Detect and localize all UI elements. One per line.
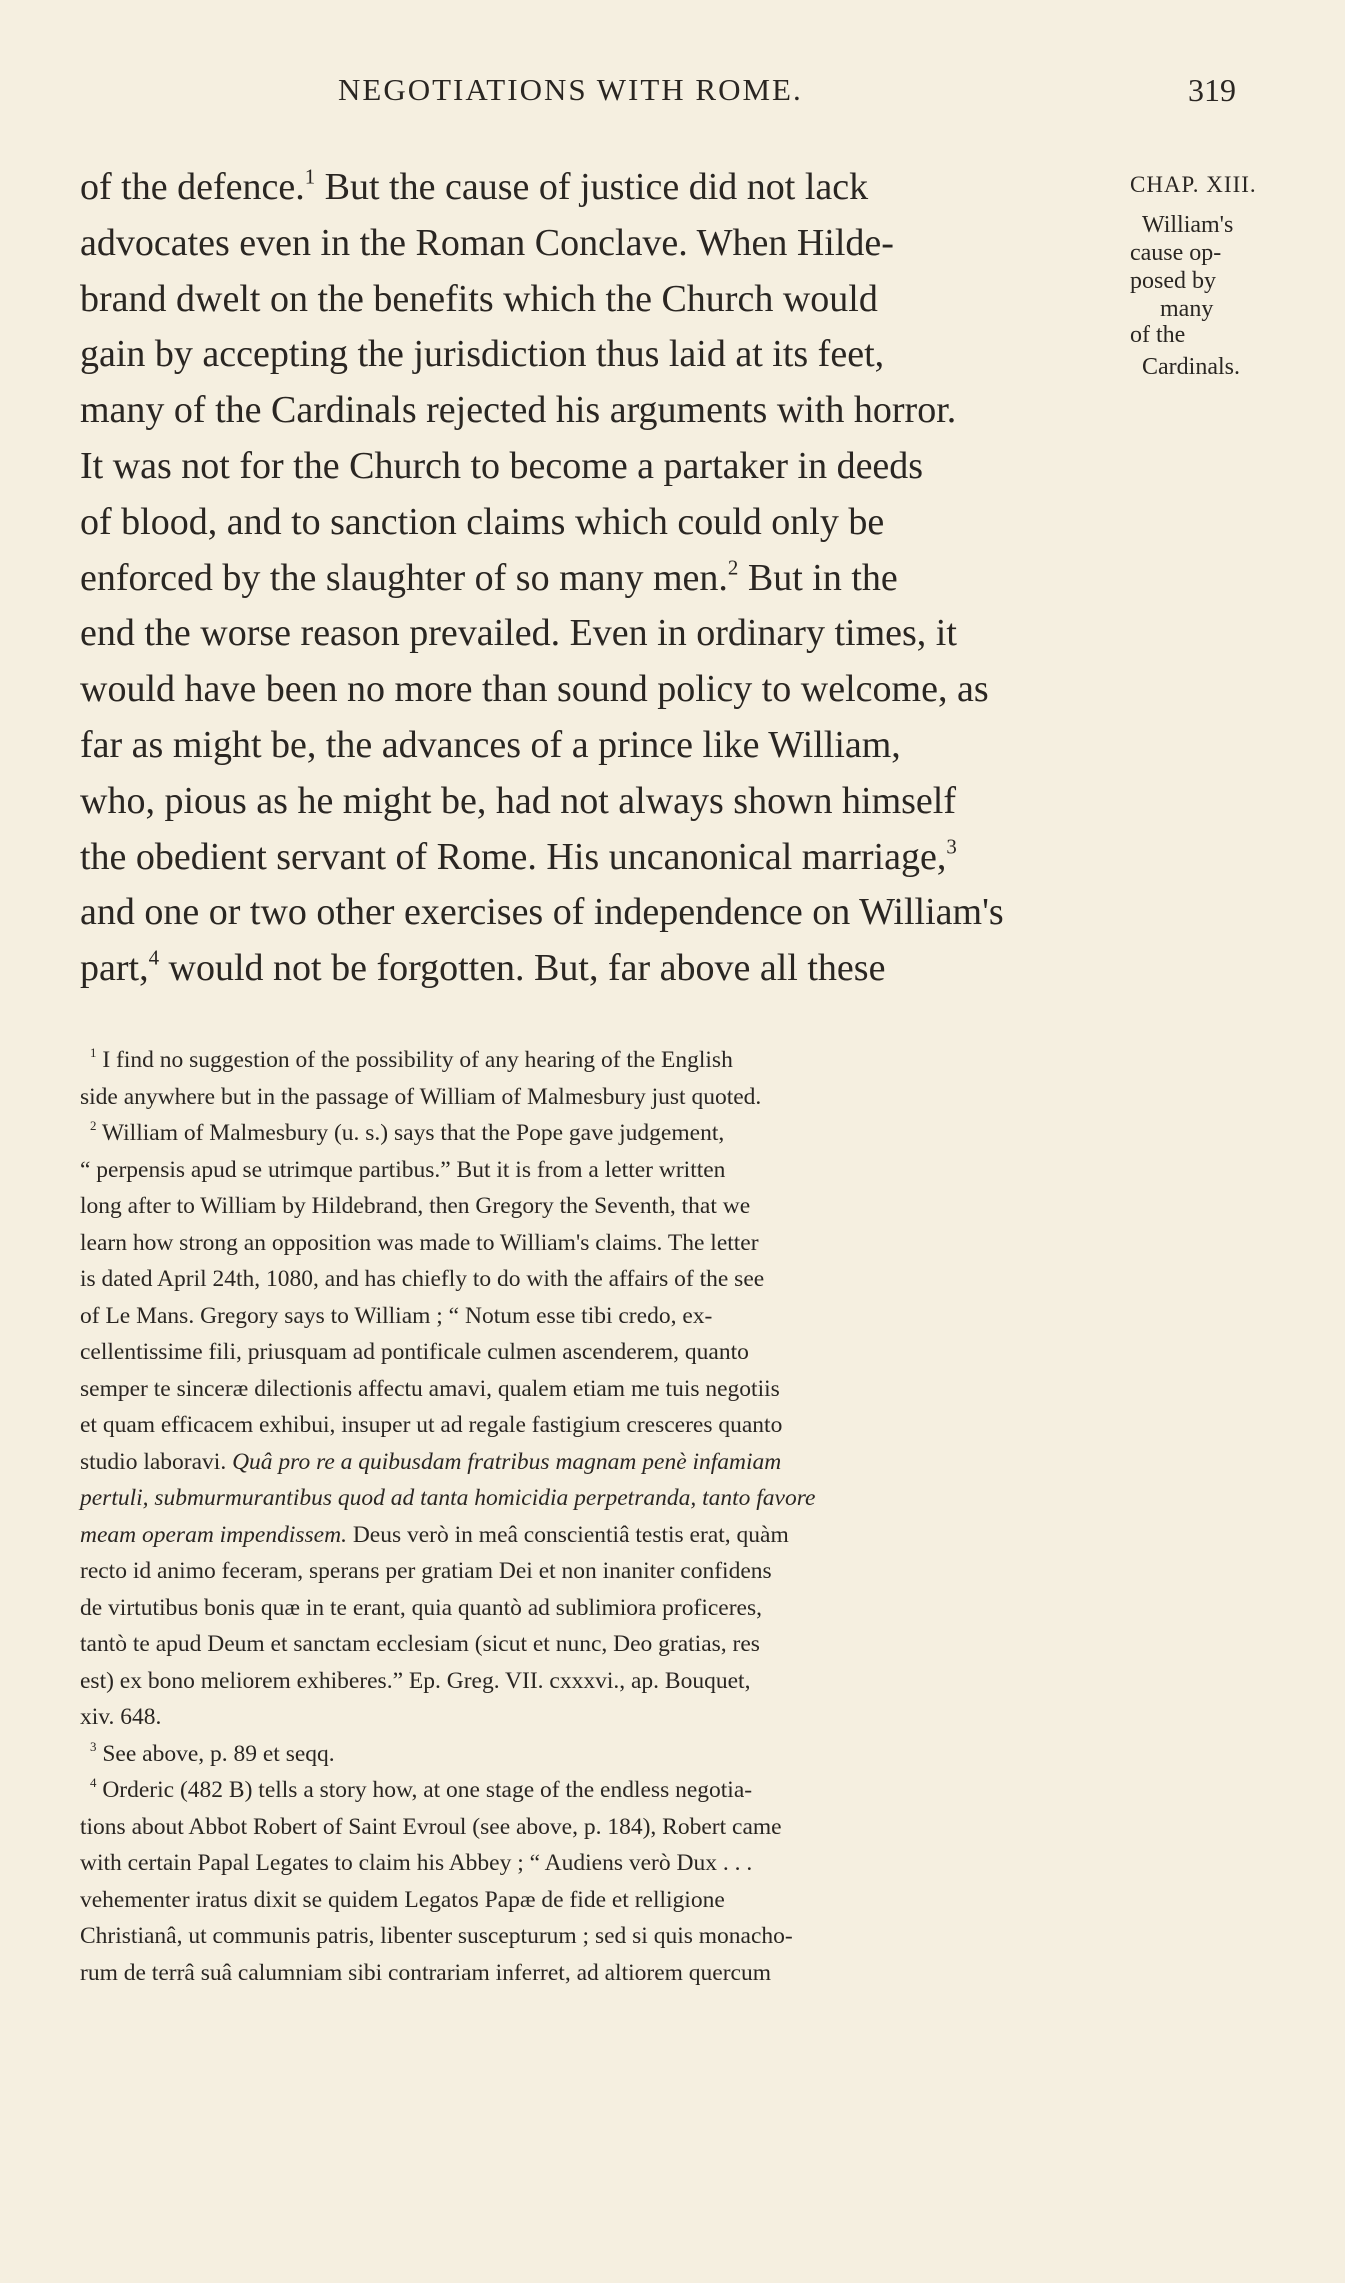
body-line-continuation: would not be forgotten. But, far above all these [159,947,886,990]
footnote-text: See above, p. 89 et seqq. [96,1740,335,1767]
footnote-text: Orderic (482 B) tells a story how, at one stage of the endless negotia- [96,1777,753,1803]
footnote-text: rum de terrâ suâ calumniam sibi contrariam inferret, ad altiorem quercum [80,1959,772,1986]
footnote-reference: 2 [727,554,739,579]
footnote-line [80,1079,815,1116]
footnote-text: est) ex bono meliorem exhiberes.” Ep. Greg. VII. cxxxvi., ap. Bouquet, [80,1667,751,1694]
footnote-line [80,1225,815,1262]
footnote-reference: 1 [304,164,316,189]
margin-note-line: of the [1130,322,1186,348]
footnote-text: studio laboravi. [80,1448,227,1475]
body-line-text: enforced by the slaughter of so many men. [80,556,728,599]
footnote-italic-text: meam operam impendissem. [80,1521,347,1548]
footnote-text: cellentissime fili, priusquam ad pontificale culmen ascenderem, quanto [80,1339,749,1365]
margin-note-line: posed by [1130,268,1216,294]
footnote-text: of Le Mans. Gregory says to William ; “ Notum esse tibi credo, ex- [80,1302,713,1329]
footnote-line [80,1809,815,1846]
body-line [80,718,1004,774]
body-line-text: It was not for the Church to become a partaker in deeds [80,444,924,487]
body-line [80,495,1004,551]
footnote-reference: 4 [148,945,160,970]
footnote-line [80,1955,815,1992]
margin-note-line: cause op- [1130,240,1222,266]
footnote-line [80,1115,815,1152]
footnote-line [80,1626,815,1663]
footnote-text: tions about Abbot Robert of Saint Evroul (see above, p. 184), Robert came [80,1813,782,1840]
body-line-text: of blood, and to sanction claims which could only be [80,500,885,543]
footnote-text: recto id animo feceram, sperans per gratiam Dei et non inaniter confidens [80,1558,772,1584]
footnote-line [80,1918,815,1955]
body-line-text: and one or two other exercises of independence on William's [80,891,1004,934]
footnote-marker: 3 [90,1738,97,1754]
body-line-text: gain by accepting the jurisdiction thus laid at its feet, [80,333,885,376]
body-line [80,439,1004,495]
footnote-text: learn how strong an opposition was made to William's claims. The letter [80,1229,759,1256]
footnote-text: xiv. 648. [80,1704,162,1730]
footnote-line [80,1334,815,1371]
footnote-text: William of Malmesbury (u. s.) says that the Pope gave judgement, [96,1120,725,1146]
footnote-italic-text: Quâ pro re a quibusdam fratribus magnam penè infamiam [226,1448,782,1475]
page-number: 319 [1188,72,1236,108]
footnote-line [80,1298,815,1335]
chapter-label: CHAP. XIII. [1130,172,1257,197]
footnote-line [80,1590,815,1627]
footnote-line [80,1663,815,1700]
margin-note-line: many [1160,296,1214,322]
body-line-text: part, [80,947,149,990]
footnote-text: de virtutibus bonis quæ in te erant, quia quantò ad sublimiora proficeres, [80,1594,763,1621]
body-line [80,272,1004,328]
footnote-line [80,1042,815,1079]
body-line [80,885,1004,941]
body-text [80,160,1004,997]
footnote-reference: 3 [946,833,957,858]
margin-note-line: Cardinals. [1142,354,1240,380]
body-line-text: many of the Cardinals rejected his arguments with horror. [80,389,957,432]
footnote-text: with certain Papal Legates to claim his Abbey ; “ Audiens verò Dux . . . [80,1850,753,1876]
footnote-line [80,1152,815,1189]
body-line [80,551,1004,607]
body-line [80,383,1004,439]
footnote-line [80,1407,815,1444]
footnote-marker: 1 [90,1045,97,1061]
footnote-text: “ perpensis apud se utrimque partibus.” But it is from a letter written [80,1156,726,1183]
footnote-line [80,1882,815,1919]
margin-note-line: William's [1142,212,1234,238]
body-line-text: who, pious as he might be, had not always shown himself [80,779,957,822]
footnote-line [80,1845,815,1882]
body-line-text: the obedient servant of Rome. His uncanonical marriage, [80,835,947,878]
footnote-line [80,1261,815,1298]
footnote-line [80,1444,815,1481]
body-line-continuation: But the cause of justice did not lack [315,166,869,208]
running-title: NEGOTIATIONS WITH ROME. [338,72,803,107]
footnote-line [80,1772,815,1809]
body-line [80,830,1004,886]
footnote-text: long after to William by Hildebrand, then Gregory the Seventh, that we [80,1193,751,1219]
footnote-line [80,1699,815,1736]
footnote-text: side anywhere but in the passage of William of Malmesbury just quoted. [80,1083,762,1110]
footnote-text: tantò te apud Deum et sanctam ecclesiam (sicut et nunc, Deo gratias, res [80,1631,760,1657]
footnote-line [80,1188,815,1225]
footnote-marker: 4 [90,1775,97,1791]
body-line [80,941,1004,997]
footnote-text: vehementer iratus dixit se quidem Legatos Papæ de fide et relligione [80,1886,725,1913]
footnote-line [80,1517,815,1554]
body-line-continuation: But in the [738,556,898,599]
footnote-text: semper te sinceræ dilectionis affectu amavi, qualem etiam me tuis negotiis [80,1375,780,1402]
footnote-line [80,1736,815,1773]
footnote-line [80,1371,815,1408]
body-line-text: far as might be, the advances of a prince like William, [80,723,901,766]
body-line-text: of the defence. [80,166,305,208]
footnote-italic-text: pertuli, submurmurantibus quod ad tanta homicidia perpetranda, tanto favore [80,1485,816,1511]
body-line-text: brand dwelt on the benefits which the Church would [80,277,878,320]
footnote-marker: 2 [90,1118,97,1134]
footnote-text: is dated April 24th, 1080, and has chiefly to do with the affairs of the see [80,1266,765,1292]
body-line [80,327,1004,383]
body-line-text: would have been no more than sound policy to welcome, as [80,668,989,711]
footnote-text-continuation: Deus verò in meâ conscientiâ testis erat, quàm [346,1521,789,1548]
footnote-text: et quam efficacem exhibui, insuper ut ad regale fastigium cresceres quanto [80,1412,783,1438]
body-line-text: end the worse reason prevailed. Even in ordinary times, it [80,612,957,655]
body-line [80,216,1004,272]
footnote-line [80,1553,815,1590]
body-line [80,606,1004,662]
body-line [80,774,1004,830]
body-line [80,662,1004,718]
body-line [80,160,1004,216]
footnote-text: I find no suggestion of the possibility of any hearing of the English [96,1047,733,1073]
footnote-text: Christianâ, ut communis patris, libenter suscepturum ; sed si quis monacho- [80,1923,793,1949]
body-line-text: advocates even in the Roman Conclave. When Hilde- [80,221,894,264]
footnotes [80,1042,815,1991]
footnote-line [80,1480,815,1517]
